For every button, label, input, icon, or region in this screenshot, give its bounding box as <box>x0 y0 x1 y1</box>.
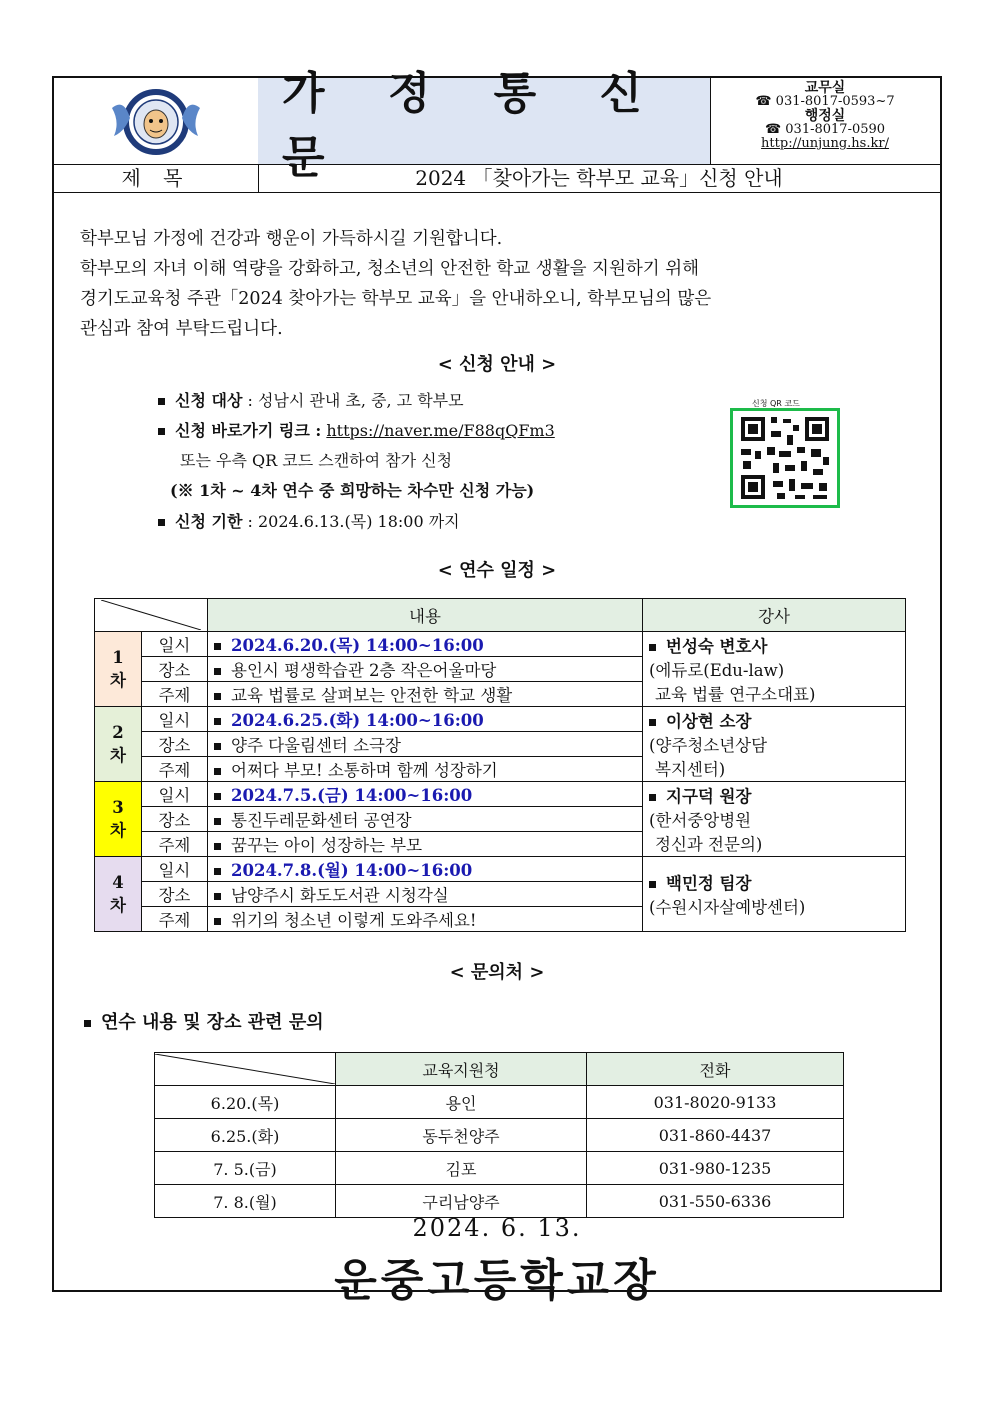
diagonal-cell <box>95 599 208 632</box>
schedule-date <box>208 632 643 657</box>
row-label: 장소 <box>141 882 207 907</box>
schedule-row <box>95 857 906 882</box>
bullet-icon <box>214 693 221 700</box>
bullet-icon <box>158 428 165 435</box>
issue-date: 2024. 6. 13. <box>412 1214 582 1242</box>
row-label: 일시 <box>141 782 207 807</box>
subject-text: 2024 「찾아가는 학부모 교육」신청 안내 <box>415 166 783 190</box>
bullet-icon <box>649 794 656 801</box>
round-digit: 3 <box>112 797 124 817</box>
row-label: 장소 <box>141 732 207 757</box>
apply-target <box>158 388 464 411</box>
col-office: 교육지원청 <box>336 1053 587 1086</box>
bullet-icon <box>214 893 221 900</box>
schedule-place <box>208 807 643 832</box>
row-label: 주제 <box>141 832 207 857</box>
inquiry-phone: 031-980-1235 <box>587 1152 844 1185</box>
lecturer-org: (양주청소년상담 <box>649 736 768 755</box>
bullet-icon <box>214 643 221 650</box>
schedule-topic <box>208 757 643 782</box>
col-lecturer: 강사 <box>643 599 906 632</box>
bullet-icon <box>84 1020 91 1027</box>
subject-label: 제 목 <box>54 164 259 192</box>
subject-row <box>54 164 940 193</box>
schedule-topic <box>208 682 643 707</box>
inquiry-phone: 031-8020-9133 <box>587 1086 844 1119</box>
document-frame <box>52 68 942 1306</box>
schedule-row <box>95 707 906 732</box>
bullet-icon <box>214 768 221 775</box>
apply-note: (※ 1차 ~ 4차 연수 중 희망하는 차수만 신청 가능) <box>170 481 535 500</box>
inquiry-date: 6.20.(목) <box>155 1086 336 1119</box>
schedule-row <box>95 632 906 657</box>
inquiry-office: 구리남양주 <box>336 1185 587 1218</box>
schedule-date-text: 2024.6.25.(화) 14:00~16:00 <box>231 711 484 730</box>
inquiry-table <box>154 1052 844 1218</box>
schedule-topic-text: 꿈꾸는 아이 성장하는 부모 <box>231 836 423 855</box>
inquiry-row <box>155 1086 844 1119</box>
row-label: 일시 <box>141 707 207 732</box>
diagonal-cell <box>155 1053 336 1086</box>
office2-label: 행정실 <box>804 108 846 124</box>
lecturer-org: (에듀로(Edu-law) <box>649 661 785 680</box>
bullet-icon <box>214 843 221 850</box>
intro-line: 학부모님 가정에 건강과 행운이 가득하시길 기원합니다. <box>80 229 503 249</box>
col-content: 내용 <box>208 599 643 632</box>
bullet-icon <box>649 719 656 726</box>
schedule-date <box>208 857 643 882</box>
schedule-date <box>208 707 643 732</box>
schedule-place-text: 남양주시 화도도서관 시청각실 <box>231 886 449 905</box>
round-digit: 2 <box>112 722 124 742</box>
bullet-icon <box>214 918 221 925</box>
bullet-icon <box>214 868 221 875</box>
principal-signature: 운중고등학교장 <box>334 1255 660 1306</box>
intro-line: 관심과 참여 부탁드립니다. <box>80 319 283 339</box>
apply-deadline-value: : 2024.6.13.(목) 18:00 까지 <box>247 512 460 531</box>
qr-instruction: 또는 우측 QR 코드 스캔하여 참가 신청 <box>180 451 453 470</box>
schedule-place <box>208 732 643 757</box>
row-label: 주제 <box>141 682 207 707</box>
inquiry-row <box>155 1119 844 1152</box>
inquiry-header-row <box>155 1053 844 1086</box>
lecturer-org: 정신과 전문의) <box>655 835 763 854</box>
apply-deadline-label: 신청 기한 <box>175 512 243 531</box>
bullet-icon <box>649 644 656 651</box>
round-digit: 1 <box>112 647 124 667</box>
row-label: 장소 <box>141 657 207 682</box>
inquiry-date: 6.25.(화) <box>155 1119 336 1152</box>
bullet-icon <box>214 793 221 800</box>
intro-paragraph <box>80 224 711 344</box>
row-label: 주제 <box>141 757 207 782</box>
schedule-topic <box>208 832 643 857</box>
schedule-row <box>95 782 906 807</box>
round-suffix: 차 <box>109 670 126 690</box>
bullet-icon <box>214 718 221 725</box>
office1-label: 교무실 <box>804 80 846 96</box>
schedule-place <box>208 882 643 907</box>
round-suffix: 차 <box>109 820 126 840</box>
bullet-icon <box>214 668 221 675</box>
row-label: 일시 <box>141 632 207 657</box>
inquiry-office: 김포 <box>336 1152 587 1185</box>
schedule-place-text: 양주 다울림센터 소극장 <box>231 736 401 755</box>
schedule-place-text: 통진두레문화센터 공연장 <box>231 811 412 830</box>
round-suffix: 차 <box>109 895 126 915</box>
inquiry-office: 용인 <box>336 1086 587 1119</box>
inquiry-heading: < 문의처 > <box>449 962 545 983</box>
row-label: 주제 <box>141 907 207 932</box>
schedule-topic-text: 위기의 청소년 이렇게 도와주세요! <box>231 911 477 930</box>
schedule-header-row <box>95 599 906 632</box>
schedule-topic-text: 어쩌다 부모! 소통하며 함께 성장하기 <box>231 761 498 780</box>
schedule-heading: < 연수 일정 > <box>437 560 557 581</box>
lecturer-name: 이상현 소장 <box>666 712 752 731</box>
lecturer-name: 번성숙 변호사 <box>666 637 768 656</box>
row-label: 일시 <box>141 857 207 882</box>
col-phone: 전화 <box>587 1053 844 1086</box>
inquiry-row <box>155 1185 844 1218</box>
inquiry-phone: 031-550-6336 <box>587 1185 844 1218</box>
apply-deadline <box>158 509 460 532</box>
lecturer-org: (수원시자살예방센터) <box>649 898 806 917</box>
school-url-link[interactable]: http://unjung.hs.kr/ <box>761 136 889 151</box>
inquiry-subheading-text: 연수 내용 및 장소 관련 문의 <box>101 1012 324 1033</box>
lecturer-name: 지구덕 원장 <box>666 787 752 806</box>
schedule-place-text: 용인시 평생학습관 2층 작은어울마당 <box>231 661 497 680</box>
lecturer-cell <box>643 857 906 932</box>
bullet-icon <box>214 743 221 750</box>
schedule-date-text: 2024.6.20.(목) 14:00~16:00 <box>231 636 484 655</box>
row-label: 장소 <box>141 807 207 832</box>
inquiry-date: 7. 5.(금) <box>155 1152 336 1185</box>
school-logo <box>54 78 259 164</box>
schedule-date <box>208 782 643 807</box>
lecturer-org: 복지센터) <box>655 760 726 779</box>
office1-phone: ☎ 031-8017-0593~7 <box>755 94 895 109</box>
bullet-icon <box>158 398 165 405</box>
round-number <box>95 632 142 707</box>
schedule-place <box>208 657 643 682</box>
inquiry-row <box>155 1152 844 1185</box>
intro-line: 경기도교육청 주관「2024 찾아가는 학부모 교육」을 안내하오니, 학부모님의 많은 <box>80 289 712 309</box>
schedule-date-text: 2024.7.5.(금) 14:00~16:00 <box>231 786 473 805</box>
inquiry-phone: 031-860-4437 <box>587 1119 844 1152</box>
lecturer-org: 교육 법률 연구소대표) <box>655 685 816 704</box>
schedule-topic <box>208 907 643 932</box>
qr-code-icon <box>733 411 837 505</box>
apply-heading: < 신청 안내 > <box>437 354 557 375</box>
bullet-icon <box>214 818 221 825</box>
round-digit: 4 <box>112 872 124 892</box>
qr-caption: 신청 QR 코드 <box>752 399 800 408</box>
round-number <box>95 707 142 782</box>
contact-info <box>710 78 940 164</box>
lecturer-org: (한서중앙병원 <box>649 811 752 830</box>
document-title: 가 정 통 신 문 <box>282 68 666 183</box>
apply-target-label: 신청 대상 <box>175 391 243 410</box>
lecturer-name: 백민정 팀장 <box>666 874 752 893</box>
apply-link-label: 신청 바로가기 링크 : <box>175 421 322 440</box>
lecturer-cell <box>643 632 906 707</box>
apply-link[interactable]: https://naver.me/F88qQFm3 <box>326 421 555 440</box>
schedule-table <box>94 598 906 932</box>
inquiry-date: 7. 8.(월) <box>155 1185 336 1218</box>
round-suffix: 차 <box>109 745 126 765</box>
round-number <box>95 782 142 857</box>
inquiry-subheading <box>84 1008 324 1034</box>
lecturer-cell <box>643 782 906 857</box>
apply-link-row <box>158 418 555 441</box>
qr-code[interactable] <box>730 408 840 508</box>
apply-target-value: : 성남시 관내 초, 중, 고 학부모 <box>247 391 464 410</box>
schedule-date-text: 2024.7.8.(월) 14:00~16:00 <box>231 861 473 880</box>
intro-line: 학부모의 자녀 이해 역량을 강화하고, 청소년의 안전한 학교 생활을 지원하기 위해 <box>80 259 700 279</box>
inquiry-office: 동두천양주 <box>336 1119 587 1152</box>
bullet-icon <box>158 519 165 526</box>
schedule-topic-text: 교육 법률로 살펴보는 안전한 학교 생활 <box>231 686 513 705</box>
lecturer-cell <box>643 707 906 782</box>
round-number <box>95 857 142 932</box>
office2-phone: ☎ 031-8017-0590 <box>764 122 886 137</box>
bullet-icon <box>649 881 656 888</box>
